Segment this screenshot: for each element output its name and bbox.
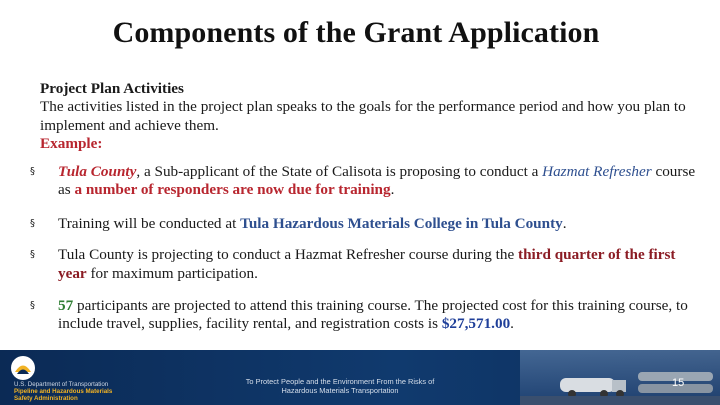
bullet-span: for maximum participation. bbox=[86, 264, 258, 282]
bullet-text bbox=[58, 297, 688, 332]
bullet-span: . bbox=[510, 315, 514, 333]
bullet-marker-icon: § bbox=[30, 249, 35, 261]
bullet-item bbox=[30, 246, 700, 283]
bullet-marker-icon: § bbox=[30, 217, 35, 229]
tagline-line: To Protect People and the Environment From the Risks of bbox=[245, 377, 435, 386]
bullet-span: Tula County is projecting to conduct a Hazmat Refresher course during the bbox=[58, 246, 519, 264]
tagline-line: Hazardous Materials Transportation bbox=[281, 386, 399, 395]
bullet-span: third quarter of the first year bbox=[58, 246, 676, 282]
bullet-span: course as bbox=[58, 163, 696, 199]
bullet-marker-icon: § bbox=[30, 166, 35, 177]
bullet-text bbox=[58, 163, 695, 198]
bullet-marker-icon: § bbox=[30, 300, 35, 312]
example-label: Example: bbox=[40, 135, 103, 153]
bullet-item bbox=[30, 215, 700, 233]
bullet-item bbox=[30, 163, 700, 200]
transport-collage-icon bbox=[520, 350, 720, 405]
bullet-item bbox=[30, 297, 700, 334]
bullet-span: Tula Hazardous Materials College in Tula County bbox=[240, 214, 563, 232]
bullet-span: Hazmat Refresher bbox=[542, 163, 652, 180]
bullet-text bbox=[58, 215, 567, 232]
bullet-span: participants are projected to attend this training course. The projected cost for this training course, to include travel, supplies, facility rental, and registration costs is bbox=[58, 297, 688, 333]
agency-name bbox=[14, 381, 154, 402]
bullet-text bbox=[58, 246, 676, 281]
intro-text: The activities listed in the project plan speaks to the goals for the performance period and how you plan to implement and achieve them. bbox=[40, 98, 686, 134]
bullet-span: $27,571.00 bbox=[441, 315, 511, 333]
bullet-span: Training will be conducted at bbox=[58, 214, 241, 232]
bullet-span: . bbox=[390, 181, 395, 199]
page-number: 15 bbox=[672, 377, 685, 389]
agency-line: U.S. Department of Transportation bbox=[14, 381, 109, 388]
bullet-span: , a Sub-applicant of the State of Calisota is proposing to conduct a bbox=[136, 163, 543, 180]
slide-title: Components of the Grant Application bbox=[112, 16, 600, 49]
dot-logo-icon bbox=[10, 355, 36, 381]
footer-tagline bbox=[210, 377, 470, 395]
bullet-span: 57 bbox=[58, 297, 74, 315]
section-heading: Project Plan Activities bbox=[40, 80, 184, 97]
bullet-list bbox=[30, 163, 700, 334]
bullet-span: Tula County bbox=[58, 163, 137, 180]
slide-body bbox=[40, 80, 700, 154]
bullet-span: . bbox=[562, 214, 567, 232]
agency-line: Pipeline and Hazardous Materials bbox=[14, 388, 113, 395]
agency-line: Safety Administration bbox=[14, 395, 78, 402]
bullet-span: a number of responders are now due for training bbox=[74, 181, 391, 199]
